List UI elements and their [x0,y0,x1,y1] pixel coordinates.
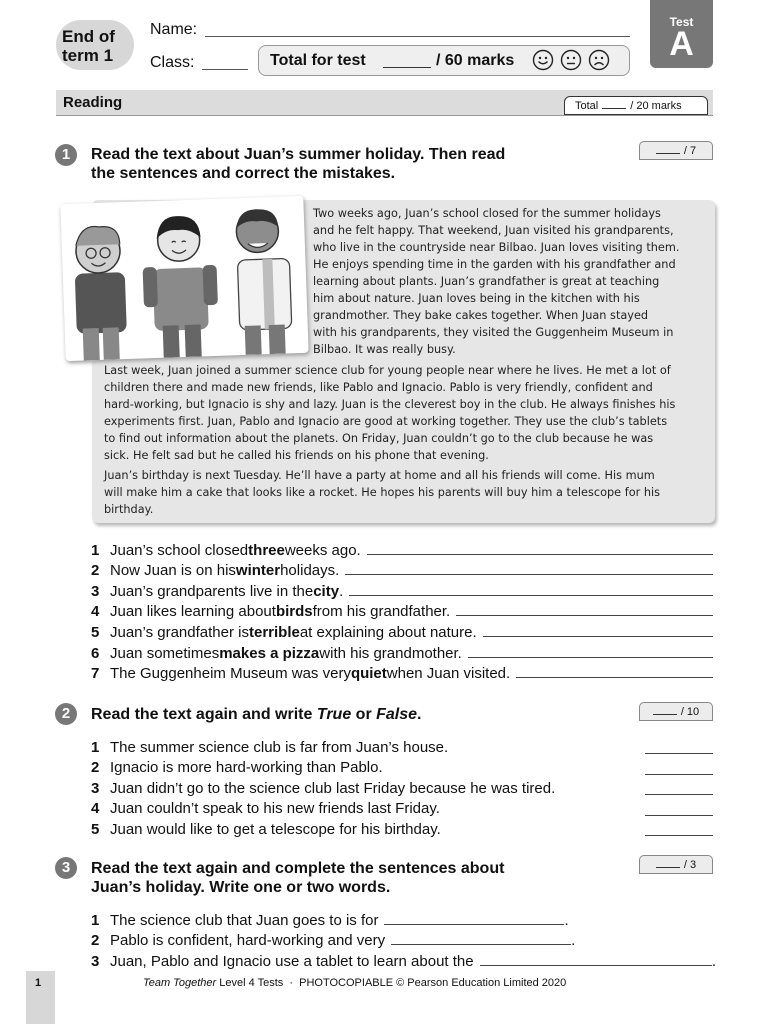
question-3-number: 3 [55,857,77,879]
item-end: . [571,932,576,950]
item-highlight: three [248,541,285,559]
q2-instruction-text: Read the text again and write [91,706,317,723]
item-number: 3 [91,582,100,600]
story-line: Juan’s birthday is next Tuesday. He’ll have a party at home and all his friends will come. His mum [104,469,655,482]
q3-score-field[interactable] [656,867,680,868]
q1-score-max: / 7 [683,145,697,157]
item-text: Now Juan is on his [110,562,236,580]
answer-line[interactable] [349,595,713,596]
answer-line[interactable] [468,657,713,658]
question-3-instruction [91,859,504,897]
item-number: 2 [91,562,100,580]
class-field[interactable] [202,69,248,70]
end-of-term-label [62,27,115,65]
item-text: Juan’s grandparents live in the [110,582,314,600]
item-text: when Juan visited. [386,665,511,683]
story-line: grandmother. They bake cakes together. When Juan stayed [313,309,649,322]
story-line: sick. He felt sad but he called his friends on his phone that evening. [104,449,489,462]
item-text: from his grandfather. [312,603,451,621]
answer-line[interactable] [367,554,713,555]
list-item [91,756,631,777]
neutral-face-icon[interactable] [560,49,582,71]
question-2-score [639,702,713,721]
happy-face-icon[interactable] [532,49,554,71]
item-text: Pablo is confident, hard-working and very [110,932,386,950]
item-number: 7 [91,665,100,683]
q1-instruction-line-1: Read the text about Juan’s summer holiday. Then read [91,146,506,163]
list-item [91,929,716,950]
q3-score-max: / 3 [683,859,697,871]
item-highlight: makes a pizza [219,644,320,662]
question-3-score [639,855,713,874]
total-marks-field[interactable] [383,67,431,68]
question-1-score [639,141,713,160]
story-line: experiments first. Juan, Pablo and Ignacio are good at working together. They use the club’s tablets [104,415,668,428]
total-for-test-label: Total for test [270,52,366,69]
story-line: Two weeks ago, Juan’s school closed for the summer holidays [313,207,661,220]
total-marks-max: / 60 marks [436,52,515,69]
item-number: 2 [91,759,100,777]
item-text: weeks ago. [284,541,361,559]
item-text: Ignacio is more hard-working than Pablo. [110,759,383,777]
story-paragraph-3 [104,467,660,518]
section-total-field[interactable] [602,108,626,109]
question-2-instruction [91,705,421,724]
story-line: He enjoys spending time in the garden with his grandfather and [313,258,676,271]
question-1-items [91,538,713,682]
q3-instruction-line-1: Read the text again and complete the sentences about [91,860,505,877]
answer-line[interactable] [456,615,713,616]
q1-score-field[interactable] [656,153,680,154]
answer-line[interactable] [384,924,564,925]
test-letter: A [669,25,694,63]
footer-rest: Level 4 Tests · PHOTOCOPIABLE © Pearson Education Limited 2020 [216,977,567,989]
answer-line[interactable] [345,574,713,575]
q1-instruction-line-2: the sentences and correct the mistakes. [91,165,396,182]
true-false-answer-line[interactable] [645,774,713,775]
story-line: and he felt happy. That weekend, Juan visited his grandparents, [313,224,674,237]
question-1-number: 1 [55,144,77,166]
story-line: birthday. [104,503,154,516]
question-2-number: 2 [55,703,77,725]
story-paragraph-2 [104,362,675,464]
badge-line-2: term 1 [62,46,114,65]
answer-line[interactable] [480,965,712,966]
item-text: The Guggenheim Museum was very [110,665,351,683]
item-text: . [339,582,344,600]
list-item [91,817,631,838]
true-false-answer-line[interactable] [645,794,713,795]
list-item [91,559,713,580]
item-number: 1 [91,541,100,559]
question-2-items [91,735,631,838]
test-version-tab [650,0,713,68]
answer-line[interactable] [483,636,713,637]
item-number: 1 [91,738,100,756]
item-text: Juan didn’t go to the science club last Friday because he was tired. [110,779,556,797]
item-text: Juan sometimes [110,644,220,662]
story-line: learning about plants. Juan’s grandfather is great at teaching [313,275,660,288]
list-item [91,776,631,797]
boys-illustration-icon [60,196,308,361]
item-number: 2 [91,932,100,950]
item-text: The science club that Juan goes to is for [110,911,379,929]
item-text: Juan’s school closed [110,541,249,559]
list-item [91,949,716,970]
page-number: 1 [35,977,42,989]
question-3-items [91,908,716,970]
item-number: 1 [91,911,100,929]
item-highlight: city [313,582,340,600]
mood-faces [532,49,610,71]
story-line: who live in the countryside near Bilbao. Juan loves visiting them. [313,241,680,254]
item-highlight: quiet [350,665,387,683]
sad-face-icon[interactable] [588,49,610,71]
item-end: . [711,952,716,970]
section-total-suffix: / 20 marks [630,100,682,112]
item-highlight: terrible [248,623,300,641]
item-number: 3 [91,779,100,797]
story-line: to find out information about the planets. On Friday, Juan couldn’t go to the club because he was [104,432,654,445]
item-number: 6 [91,644,100,662]
true-false-answer-line[interactable] [645,815,713,816]
list-item [91,662,713,683]
item-text: holidays. [280,562,340,580]
list-item [91,908,716,929]
footer-book-title: Team Together [143,977,217,989]
item-text: Juan, Pablo and Ignacio use a tablet to learn about the [110,952,474,970]
item-highlight: birds [275,603,313,621]
story-line: him about nature. Juan loves being in the kitchen with his [313,292,640,305]
story-line: children there and made new friends, like Pablo and Ignacio. Pablo is very friendly, confident and [104,381,653,394]
story-line: Last week, Juan joined a summer science club for young people near where he lives. He met a lot of [104,364,671,377]
q2-false-word: False [376,706,418,723]
list-item [91,538,713,559]
name-label: Name: [150,21,198,38]
q3-instruction-line-2: Juan’s holiday. Write one or two words. [91,879,391,896]
footer-copyright [143,977,566,989]
item-number: 4 [91,603,100,621]
badge-line-1: End of [62,27,115,46]
item-end: . [564,911,569,929]
item-number: 5 [91,820,100,838]
test-word: Test [669,15,694,29]
section-total-box [564,96,708,115]
item-text: Juan’s grandfather is [110,623,249,641]
item-text: Juan likes learning about [110,603,276,621]
item-text: The summer science club is far from Juan’s house. [110,738,449,756]
list-item [91,797,631,818]
story-line: hard-working, but Ignacio is shy and lazy. Juan is the cleverest boy in the club. He always finishes his [104,398,676,411]
story-line: Bilbao. It was really busy. [313,343,456,356]
q2-instruction-end: . [417,706,422,723]
name-field[interactable] [205,36,630,37]
section-title: Reading [63,94,123,111]
list-item [91,641,713,662]
item-highlight: winter [235,562,281,580]
item-number: 4 [91,800,100,818]
item-text: Juan couldn’t speak to his new friends last Friday. [110,800,440,818]
q2-true-word: True [316,706,352,723]
true-false-answer-line[interactable] [645,753,713,754]
answer-line[interactable] [516,677,713,678]
true-false-answer-line[interactable] [645,835,713,836]
item-number: 3 [91,952,100,970]
illustration-three-boys [60,196,308,361]
item-text: Juan would like to get a telescope for his birthday. [110,820,441,838]
item-number: 5 [91,623,100,641]
story-paragraph-1 [313,205,679,358]
section-total-prefix: Total [575,100,599,112]
q2-score-max: / 10 [680,706,700,718]
story-line: will make him a cake that looks like a rocket. He hopes his parents will buy him a telescope for his [104,486,661,499]
answer-line[interactable] [391,944,571,945]
q2-score-field[interactable] [653,714,677,715]
list-item [91,579,713,600]
item-text: with his grandmother. [319,644,462,662]
story-line: with his grandparents, they visited the Guggenheim Museum in [313,326,674,339]
item-text: at explaining about nature. [299,623,477,641]
class-label: Class: [150,54,195,71]
list-item [91,735,631,756]
question-1-instruction [91,145,505,183]
list-item [91,600,713,621]
q2-or-word: or [351,706,377,723]
list-item [91,620,713,641]
